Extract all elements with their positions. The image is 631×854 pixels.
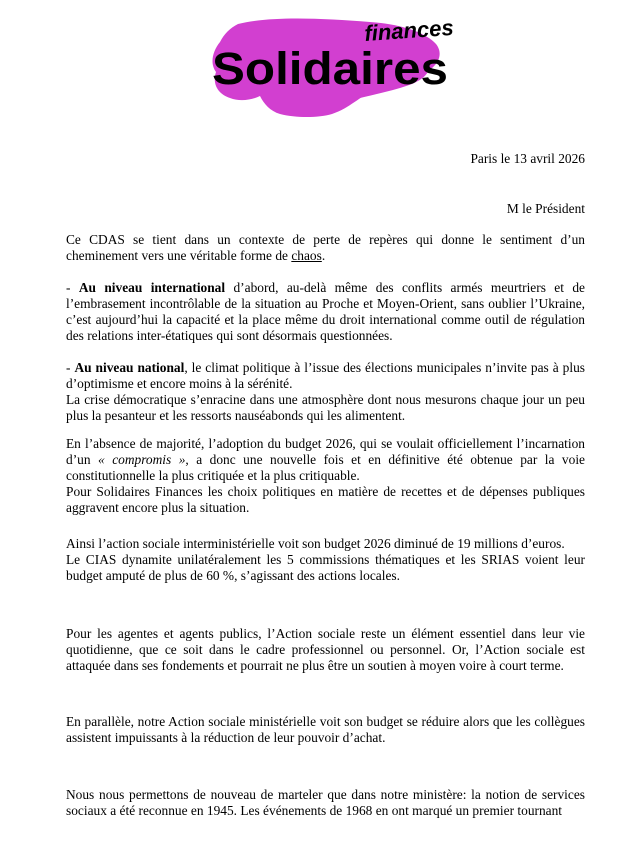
heading-national: Au niveau national <box>74 360 185 375</box>
paragraph-context: Ce CDAS se tient dans un contexte de perte de repères qui donne le sentiment d’un cheminement vers une véritable forme de chaos. <box>66 232 585 263</box>
salutation: M le Président <box>506 201 585 216</box>
paragraph-action-sociale-budget: Ainsi l’action sociale interministérielle voit son budget 2026 diminué de 19 millions d’euros. Le CIAS dynamite unilatéralement les 5 commissions thématiques et les SRIAS voient leur budget amputé de plus de 60 %, s’agissant des actions locales. <box>66 536 585 583</box>
date-line: Paris le 13 avril 2026 <box>470 151 585 166</box>
paragraph-agents-publics: Pour les agentes et agents publics, l’Action sociale reste un élément essentiel dans leur vie quotidienne, que ce soit dans le cadre professionnel ou personnel. Or, l’Action sociale est attaquée dans ses fondements et pourrait ne plus être un soutien à moyen voire à court terme. <box>66 626 585 673</box>
heading-international: Au niveau international <box>78 280 226 295</box>
compromis-quote: « compromis » <box>98 452 186 467</box>
paragraph-parallele: En parallèle, notre Action sociale ministérielle voit son budget se réduire alors que les collègues assistent impuissants à la réduction de leur pouvoir d’achat. <box>66 714 585 745</box>
solidaires-finances-logo <box>200 14 462 120</box>
paragraph-international: - Au niveau international d’abord, au-delà même des conflits armés meurtriers et de l’embrasement incontrôlable de la situation au Proche et Moyen-Orient, sans oublier l’Ukraine, c’est aujourd’hui la capacité et la place même du droit international comme outil de régulation des relations inter-étatiques qui sont désormais questionnées. <box>66 280 586 343</box>
logo-wordmark: Solidaires <box>212 43 448 94</box>
chaos-word: chaos <box>291 248 322 263</box>
paragraph-services-sociaux: Nous nous permettons de nouveau de marteler que dans notre ministère: la notion de services sociaux a été reconnue en 1945. Les événements de 1968 en ont marqué un premier tournant <box>66 787 585 818</box>
logo-subtitle: finances <box>363 14 455 46</box>
paragraph-national: - Au niveau national, le climat politique à l’issue des élections municipales n’invite pas à plus d’optimisme et encore moins à la sérénité. La crise démocratique s’enracine dans une atmosphère dont nous mesurons chaque jour un peu plus la pesanteur et les ressorts nauséabonds qui les alimentent. <box>66 360 585 423</box>
paragraph-budget: En l’absence de majorité, l’adoption du budget 2026, qui se voulait officiellement l’incarnation d’un « compromis », a donc une nouvelle fois et en définitive été obtenue par la voie constitutionnelle la plus critiquée et la plus critiquable. Pour Solidaires Finances les choix politiques en matière de recettes et de dépenses publiques aggravent encore plus la situation. <box>66 436 585 515</box>
